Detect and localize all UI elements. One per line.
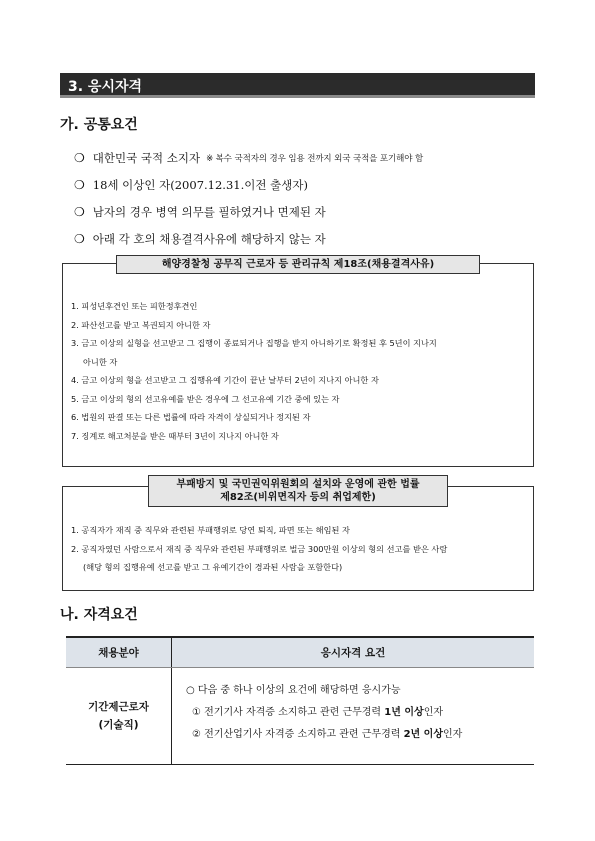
disqualification-regulation-box xyxy=(62,259,534,467)
option-text: ① 전기기사 자격증 소지하고 관련 근무경력 xyxy=(192,707,385,718)
table-row xyxy=(66,668,534,764)
common-requirement-item xyxy=(74,198,544,225)
law-item: 2. 공직자였던 사람으로서 재직 중 직무와 관련된 부패행위로 벌금 300만원 이상의 형의 선고를 받은 사람 xyxy=(71,543,448,554)
option-emphasis: 1년 이상 xyxy=(384,707,424,718)
field-cell xyxy=(66,668,172,764)
common-requirement-item xyxy=(74,171,544,198)
circle-bullet-icon: ❍ xyxy=(74,231,85,246)
field-name: 기간제근로자 xyxy=(88,701,149,713)
requirement-note: ※ 복수 국적자의 경우 임용 전까지 외국 국적을 포기해야 함 xyxy=(206,153,424,164)
qualification-table xyxy=(66,636,534,765)
header-requirements: 응시자격 요건 xyxy=(320,647,386,659)
table-header-row xyxy=(66,638,534,668)
circle-bullet-icon: ❍ xyxy=(74,204,85,219)
law-box-title xyxy=(148,475,448,507)
option-suffix: 인자 xyxy=(443,729,463,740)
regulation-items xyxy=(71,297,527,445)
regulation-item: 5. 금고 이상의 형의 선고유예를 받은 경우에 그 선고유예 기간 중에 있는 자 xyxy=(71,393,340,404)
option-text: ② 전기산업기사 자격증 소지하고 관련 근무경력 xyxy=(192,729,404,740)
law-item-continued: (해당 형의 집행유예 선고를 받고 그 유예기간이 경과된 사람을 포함한다) xyxy=(83,562,343,572)
requirements-cell xyxy=(172,668,534,764)
qualification-heading: 나. 자격요건 xyxy=(60,607,138,623)
common-requirements-heading: 가. 공통요건 xyxy=(60,117,138,133)
regulation-item: 6. 법원의 판결 또는 다른 법률에 따라 자격이 상실되거나 정지된 자 xyxy=(71,412,311,422)
requirement-text: 대한민국 국적 소지자 xyxy=(92,150,201,165)
regulation-item: 7. 징계로 해고처분을 받은 때부터 3년이 지나지 아니한 자 xyxy=(71,430,279,441)
requirement-text: 아래 각 호의 채용결격사유에 해당하지 않는 자 xyxy=(92,231,326,246)
circle-bullet-icon: ❍ xyxy=(74,150,85,165)
option-suffix: 인자 xyxy=(423,707,444,718)
field-type: (기술직) xyxy=(98,719,139,731)
regulation-item: 1. 피성년후견인 또는 피한정후견인 xyxy=(71,301,198,311)
regulation-item: 4. 금고 이상의 형을 선고받고 그 집행유예 기간이 끝난 날부터 2년이 지나지 아니한 자 xyxy=(71,375,379,385)
option-emphasis: 2년 이상 xyxy=(403,729,443,740)
law-box-title-line1: 부패방지 및 국민권익위원회의 설치와 운영에 관한 법률 xyxy=(176,479,420,490)
law-item: 1. 공직자가 재직 중 직무와 관련된 부패행위로 당연 퇴직, 파면 또는 해임된 자 xyxy=(71,525,350,535)
law-box-title-line2: 제82조(비위면직자 등의 취업제한) xyxy=(220,492,376,503)
circle-bullet-icon: ❍ xyxy=(74,177,85,192)
law-items xyxy=(71,521,527,577)
section-title: 3. 응시자격 xyxy=(68,79,143,95)
requirement-intro: ○ 다음 중 하나 이상의 요건에 해당하면 응시가능 xyxy=(186,685,401,696)
regulation-box-title: 해양경찰청 공무직 근로자 등 관리규칙 제18조(채용결격사유) xyxy=(116,255,480,274)
requirement-text: 남자의 경우 병역 의무를 필하였거나 면제된 자 xyxy=(92,204,326,219)
section-header-bar xyxy=(60,73,535,98)
common-requirement-item xyxy=(74,144,544,171)
anti-corruption-law-box xyxy=(62,479,534,591)
regulation-item: 2. 파산선고를 받고 복권되지 아니한 자 xyxy=(71,319,211,330)
requirement-option-2 xyxy=(186,724,534,746)
common-requirement-item xyxy=(74,225,544,252)
regulation-item-continued: 아니한 자 xyxy=(83,356,118,367)
common-requirements-list xyxy=(74,144,544,252)
requirement-text: 18세 이상인 자(2007.12.31.이전 출생자) xyxy=(92,177,308,192)
requirement-option-1 xyxy=(186,702,534,724)
regulation-item: 3. 금고 이상의 실형을 선고받고 그 집행이 종료되거나 집행을 받지 아니하기로 확정된 후 5년이 지나지 xyxy=(71,338,437,348)
header-field: 채용분야 xyxy=(66,638,172,667)
